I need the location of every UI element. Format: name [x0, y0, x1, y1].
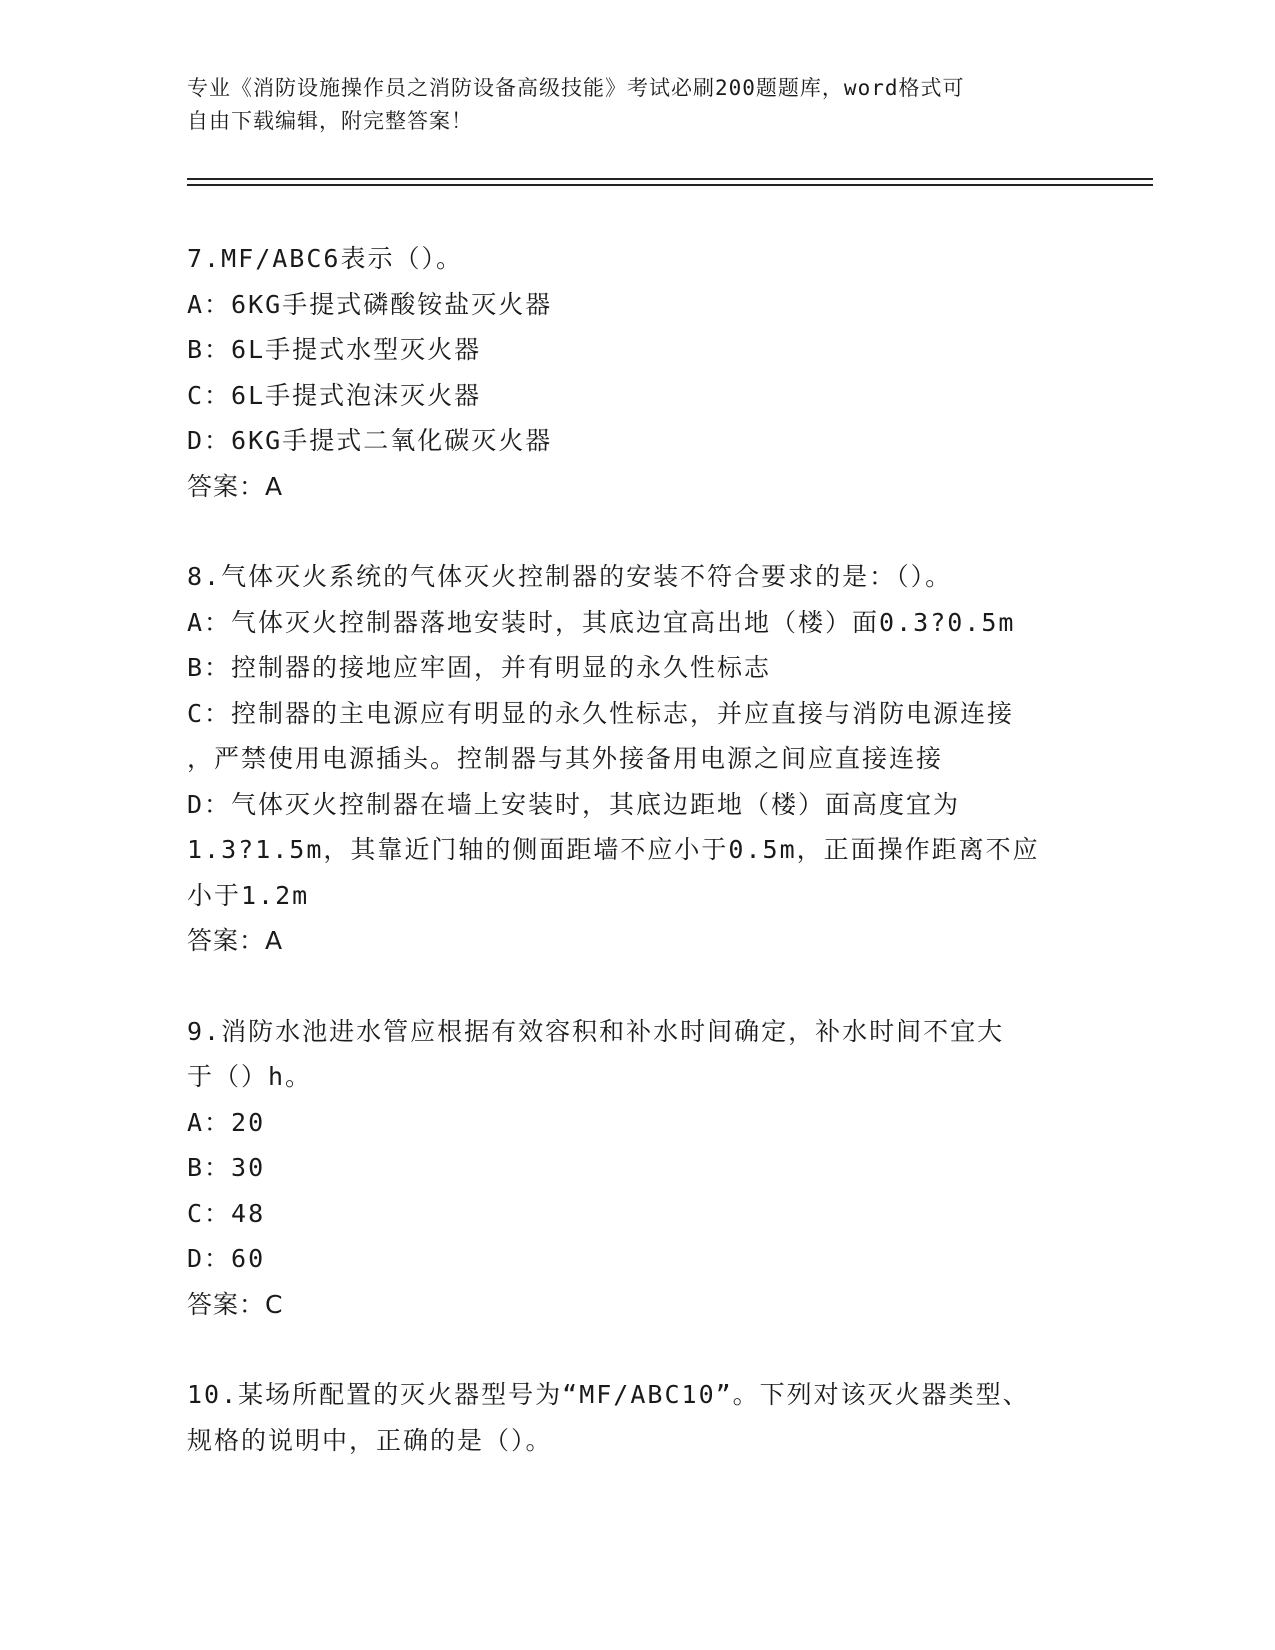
option-b: B：控制器的接地应牢固，并有明显的永久性标志	[187, 653, 772, 682]
spacer	[187, 1327, 1087, 1372]
option-b: B：30	[187, 1153, 266, 1182]
option-b: B：6L手提式水型灭火器	[187, 335, 482, 364]
question-title: 10.某场所配置的灭火器型号为“MF/ABC10”。下列对该灭火器类型、	[187, 1380, 1030, 1409]
question-title-continued: 规格的说明中，正确的是（）。	[187, 1425, 553, 1455]
question-9	[187, 1009, 1087, 1328]
question-list	[187, 236, 1087, 1463]
option-a: A：20	[187, 1107, 266, 1137]
option-c-continued: ，严禁使用电源插头。控制器与其外接备用电源之间应直接连接	[187, 744, 944, 773]
header-divider-bottom	[187, 184, 1153, 186]
question-title: 8.气体灭火系统的气体灭火控制器的安装不符合要求的是：（）。	[187, 562, 953, 591]
header-line-1: 专业《消防设施操作员之消防设备高级技能》考试必刷200题题库，word格式可	[187, 76, 965, 100]
header-divider-top	[187, 178, 1153, 180]
option-c: C：6L手提式泡沫灭火器	[187, 380, 482, 410]
spacer	[187, 509, 1087, 554]
header-line-2: 自由下载编辑，附完整答案！	[187, 109, 473, 133]
option-a: A：气体灭火控制器落地安装时，其底边宜高出地（楼）面0.3?0.5m	[187, 607, 1016, 637]
question-7	[187, 236, 1087, 509]
option-d-continued-2: 小于1.2m	[187, 880, 310, 910]
option-c: C：控制器的主电源应有明显的永久性标志，并应直接与消防电源连接	[187, 698, 1015, 728]
option-d: D：6KG手提式二氧化碳灭火器	[187, 426, 553, 455]
question-title-continued: 于（）h。	[187, 1062, 313, 1091]
spacer	[187, 964, 1087, 1009]
option-d-continued: 1.3?1.5m，其靠近门轴的侧面距墙不应小于0.5m，正面操作距离不应	[187, 835, 1040, 864]
question-10	[187, 1372, 1087, 1463]
question-title: 9.消防水池进水管应根据有效容积和补水时间确定，补水时间不宜大	[187, 1016, 1005, 1046]
answer: 答案：C	[187, 1289, 284, 1319]
question-title: 7.MF/ABC6表示（）。	[187, 244, 463, 273]
option-c: C：48	[187, 1198, 266, 1228]
option-d: D：60	[187, 1244, 266, 1273]
answer: 答案：A	[187, 926, 284, 955]
answer: 答案：A	[187, 471, 284, 501]
document-header	[187, 72, 1087, 138]
question-8	[187, 554, 1087, 964]
option-d: D：气体灭火控制器在墙上安装时，其底边距地（楼）面高度宜为	[187, 789, 961, 819]
option-a: A：6KG手提式磷酸铵盐灭火器	[187, 289, 553, 319]
